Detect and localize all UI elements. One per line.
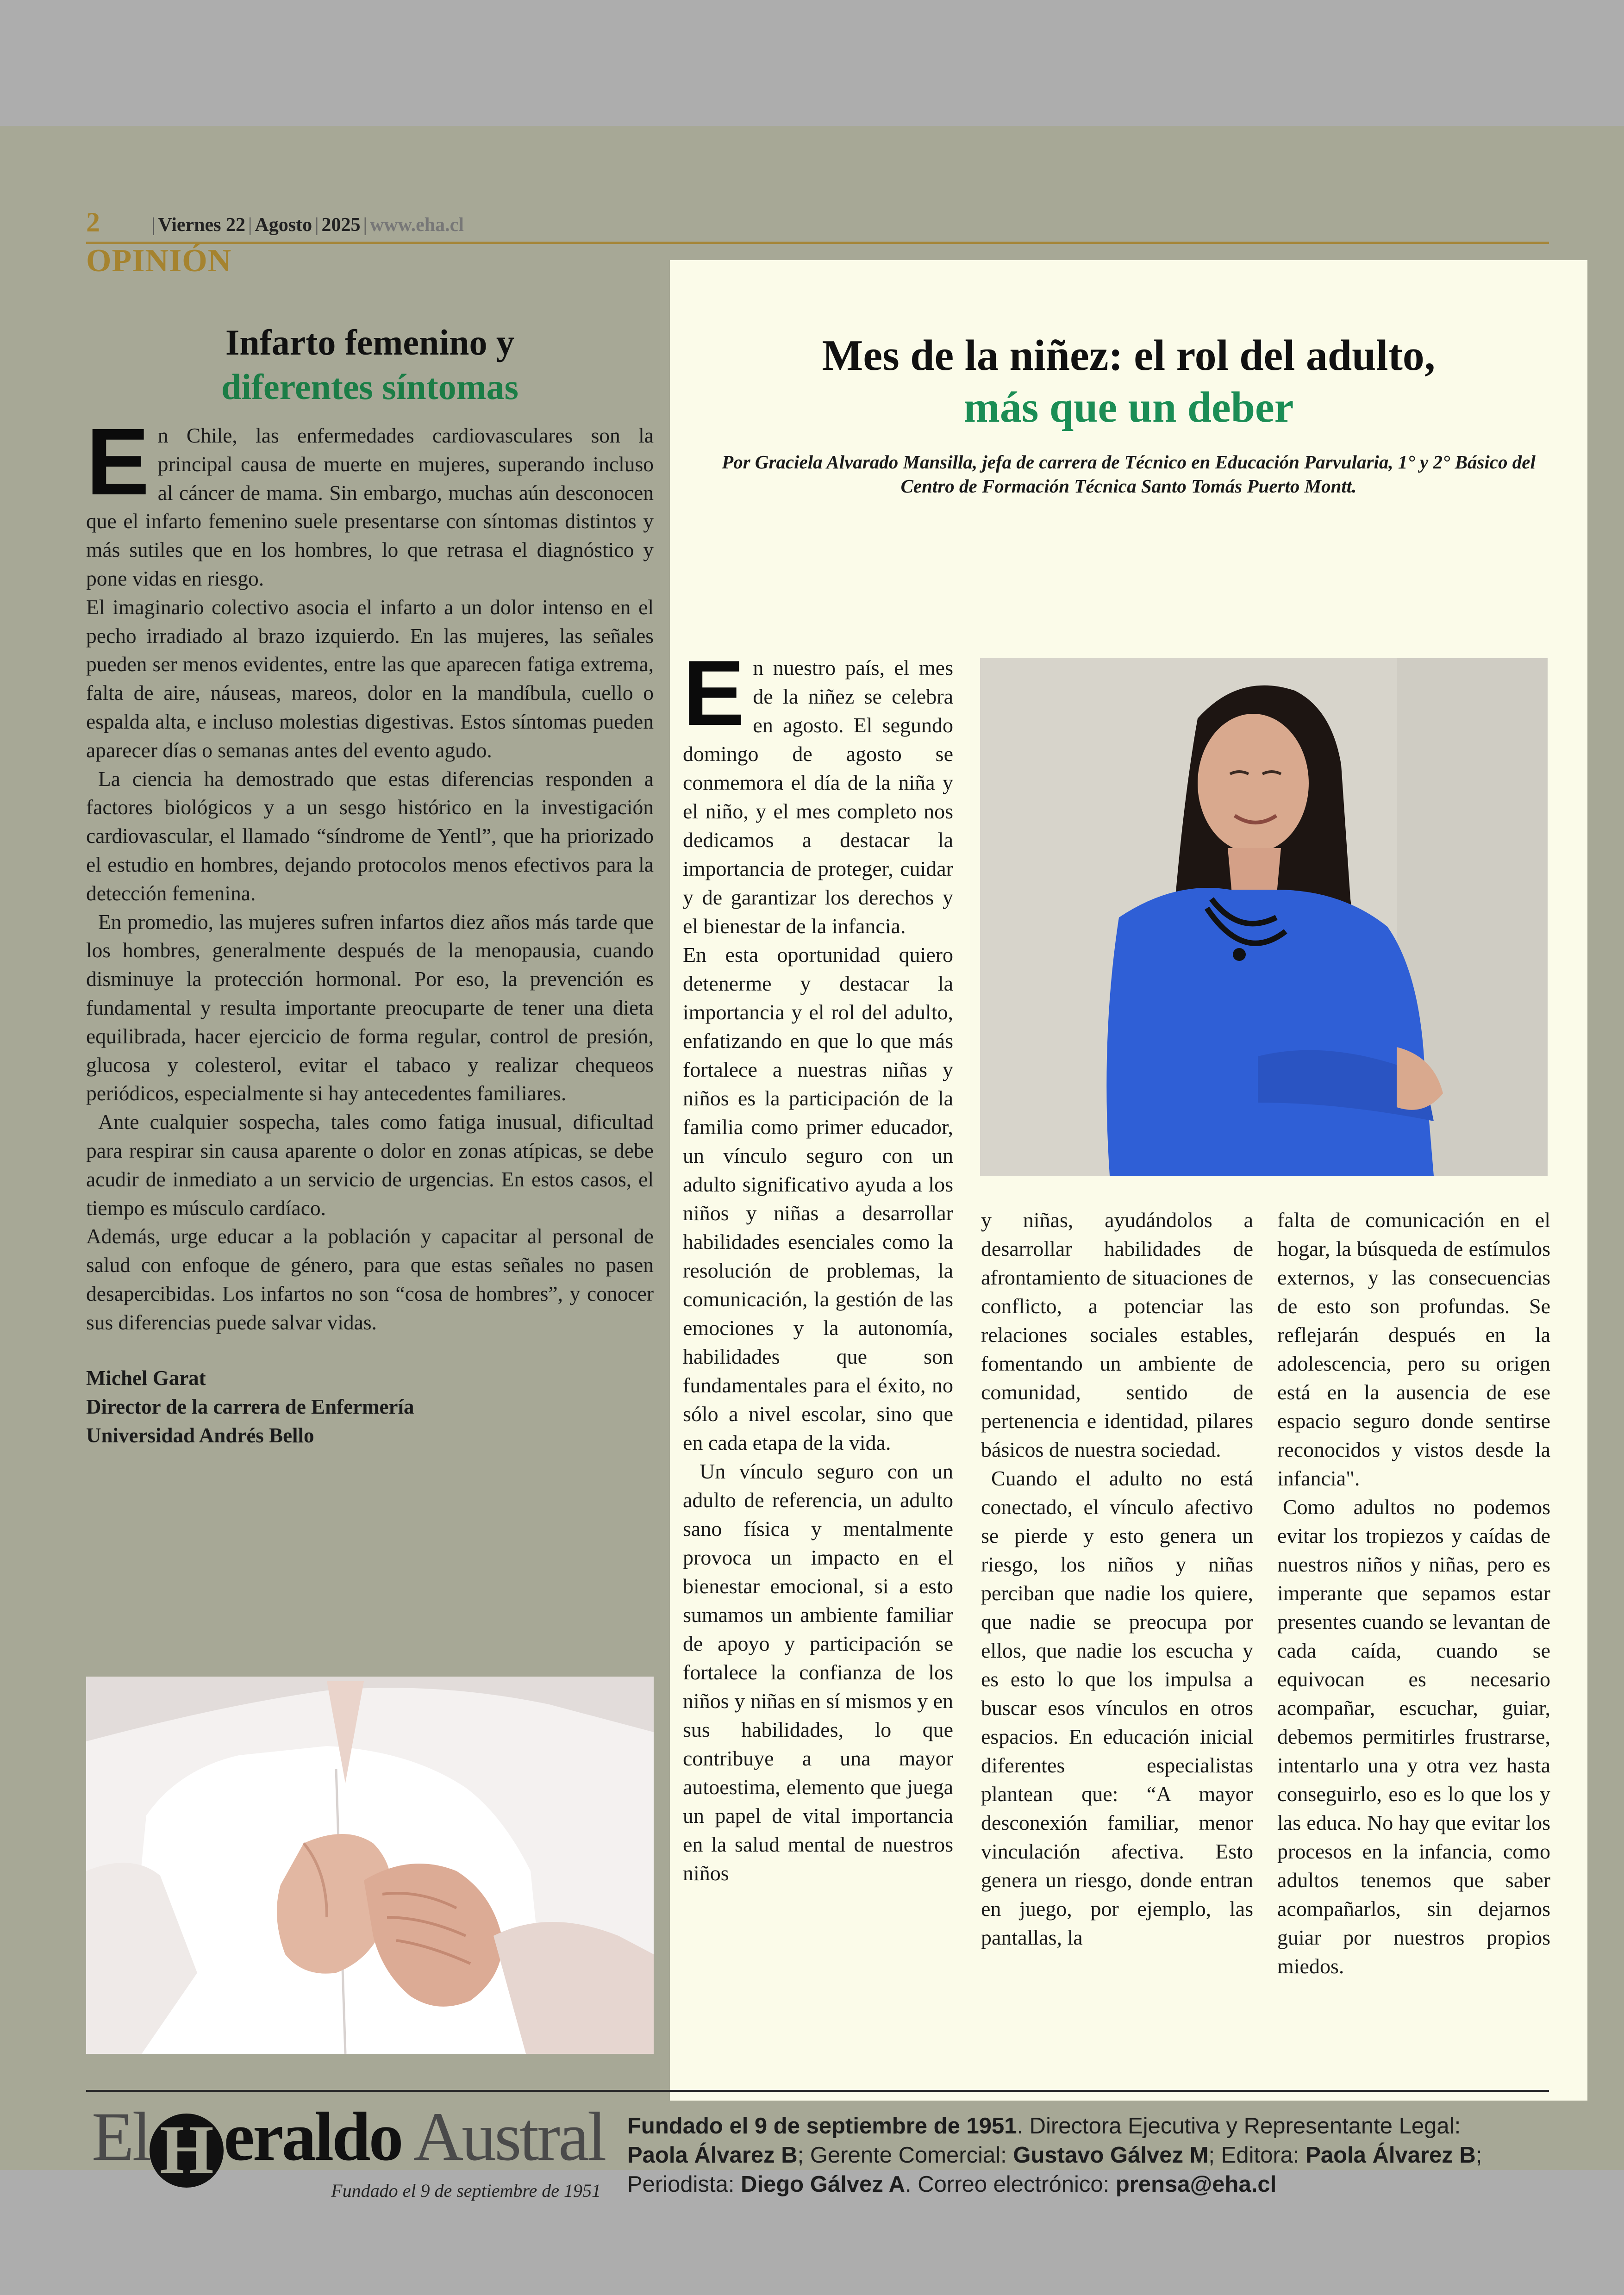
left-paragraph: n Chile, las enfermedades cardiovasculares son la principal causa de muerte en mujeres, superando incluso al cáncer de mama. Sin embargo, muchas aún desconocen que el infarto femenino suele presentarse con síntomas distintos y más sutiles que en los hombres, lo que retrasa el diagnóstico y pone vidas en riesgo. bbox=[86, 424, 654, 590]
right-paragraph: y niñas, ayudándolos a desarrollar habilidades de afrontamiento de situaciones de conflicto, a potenciar las relaciones sociales estables, fomentando un ambiente de comunidad, sentido de pertenencia e identidad, pilares básicos de nuestra sociedad. bbox=[981, 1208, 1253, 1461]
header-website[interactable]: www.eha.cl bbox=[369, 214, 464, 236]
right-column-3 bbox=[1277, 1206, 1550, 1981]
left-paragraph: Ante cualquier sospecha, tales como fatiga inusual, dificultad para respirar sin causa aparente o dolor en zonas atípicas, se debe acudir de inmediato a un servicio de urgencias. En estos casos, el tiempo es músculo cardíaco. bbox=[86, 1110, 654, 1220]
right-column-2 bbox=[981, 1206, 1253, 1952]
right-paragraph: Un vínculo seguro con un adulto de referencia, un adulto sano física y mentalmente provoca un impacto en el bienestar emocional, si a esto sumamos un ambiente familiar de apoyo y participación se fortalece la confianza de los niños y niñas en sí mismos y en sus habilidades, lo que contribuye a una mayor autoestima, elemento que juega un papel de vital importancia en la salud mental de nuestros niños bbox=[683, 1459, 953, 1885]
left-paragraph: En promedio, las mujeres sufren infartos diez años más tarde que los hombres, generalmente después de la menopausia, cuando disminuye la protección hormonal. Por eso, la prevención es fundamental y resulta importante preocuparte de tener una dieta equilibrada, hacer ejercicio de forma regular, control de presión, glucosa y colesterol, evitar el tabaco y realizar chequeos periódicos, especialmente si hay antecedentes familiares. bbox=[86, 910, 654, 1105]
page-number: 2 bbox=[86, 207, 100, 237]
left-paragraph: Además, urge educar a la población y capacitar al personal de salud con enfoque de género, para que estas señales no pasen desapercibidas. Los infartos no son “cosa de hombres”, y conocer sus diferencias puede salvar vidas. bbox=[86, 1224, 654, 1334]
logo-el: El bbox=[92, 2098, 150, 2175]
imprint-editora-end: ; bbox=[1475, 2143, 1482, 2168]
right-paragraph: Como adultos no podemos evitar los tropiezos y caídas de nuestros niños y niñas, pero es imperante que sepamos estar presentes cuando se levantan de cada caída, cuando se equivocan es necesario acompañar, escuchar, guiar, debemos permitirles frustrarse, intentarlo una y otra vez hasta conseguirlo, eso es lo que los y las educa. No hay que evitar los procesos en la infancia, como adultos tenemos que saber acompañarlos, sin dejarnos guiar por nuestros propios miedos. bbox=[1277, 1495, 1550, 1978]
newspaper-page bbox=[0, 126, 1624, 2201]
logo-eraldo: eraldo bbox=[224, 2098, 402, 2175]
chest-pain-photo bbox=[86, 1677, 654, 2054]
featured-article bbox=[670, 260, 1587, 2101]
left-title-line2: diferentes síntomas bbox=[221, 367, 518, 407]
author-org: Universidad Andrés Bello bbox=[86, 1423, 314, 1447]
page-header: 2 | Viernes 22 | Agosto | 2025 | www.eha.cl bbox=[86, 207, 1549, 244]
imprint-editora: Paola Álvarez B bbox=[1305, 2143, 1476, 2168]
right-paragraph: falta de comunicación en el hogar, la búsqueda de estímulos externos, y las consecuencias de esto son profundas. Se reflejarán después en la adolescencia, pero su origen está en la ausencia de ese espacio seguro donde sentirse reconocidos y vistos desde la infancia". bbox=[1277, 1208, 1550, 1490]
right-paragraph: Cuando el adulto no está conectado, el vínculo afectivo se pierde y esto genera un riesgo, los niños y niñas perciban que nadie los quiere, que nadie se preocupa por ellos, que nadie los escucha y es esto lo que los impulsa a buscar esos vínculos en otros espacios. En educación inicial diferentes especialistas plantean que: “A mayor desconexión familiar, menor vinculación afectiva. Esto genera un riesgo, donde entran en juego, por ejemplo, las pantallas, la bbox=[981, 1466, 1253, 1949]
imprint-periodista: Diego Gálvez A bbox=[741, 2172, 906, 2197]
left-article bbox=[86, 320, 654, 1450]
right-paragraph: En esta oportunidad quiero detenerme y destacar la importancia y el rol del adulto, enfatizando en que lo que más fortalece a nuestras niñas y niños es la participación de la familia como primer educador, un vínculo seguro con un adulto significativo ayuda a los niños y niñas a desarrollar habilidades esenciales como la resolución de problemas, la comunicación, la gestión de las emociones y la autonomía, habilidades que son fundamentales para el éxito, no sólo a nivel escolar, sino que en cada etapa de la vida. bbox=[683, 943, 953, 1454]
imprint-periodista-label: Periodista: bbox=[627, 2172, 741, 2197]
section-title: OPINIÓN bbox=[86, 243, 232, 279]
right-column-1 bbox=[683, 642, 953, 1888]
imprint-director-label: . Directora Ejecutiva y Representante Legal: bbox=[1017, 2114, 1461, 2139]
article-byline: Por Graciela Alvarado Mansilla, jefa de carrera de Técnico en Educación Parvularia, 1° y 2° Básico del Centro de Formación Técnica Santo Tomás Puerto Montt. bbox=[722, 451, 1536, 497]
right-title-line2: más que un deber bbox=[963, 383, 1294, 431]
imprint-email-link[interactable]: prensa@eha.cl bbox=[1115, 2172, 1277, 2197]
header-day: Viernes 22 bbox=[158, 214, 245, 236]
left-paragraph: La ciencia ha demostrado que estas diferencias responden a factores biológicos y a un sesgo histórico en la investigación cardiovascular, el llamado “síndrome de Yentl”, que ha priorizado el estudio en hombres, dejando protocolos menos efectivos para la detección femenina. bbox=[86, 767, 654, 905]
imprint-email-label: . Correo electrónico: bbox=[905, 2172, 1116, 2197]
left-title-line1: Infarto femenino y bbox=[225, 322, 514, 362]
author-role: Director de la carrera de Enfermería bbox=[86, 1395, 414, 1418]
header-month: Agosto bbox=[255, 214, 312, 236]
left-article-body bbox=[86, 409, 654, 1337]
left-article-title bbox=[86, 320, 654, 409]
imprint bbox=[627, 2112, 1549, 2199]
footer-divider bbox=[86, 2090, 1549, 2092]
author-portrait-photo bbox=[980, 658, 1548, 1176]
author-name: Michel Garat bbox=[86, 1366, 206, 1390]
right-dropcap: E bbox=[683, 642, 745, 745]
logo-founded: Fundado el 9 de septiembre de 1951 bbox=[331, 2180, 601, 2201]
right-article-title bbox=[670, 330, 1587, 433]
right-paragraph: n nuestro país, el mes de la niñez se celebra en agosto. El segundo domingo de agosto se conmemora el día de la niña y el niño, y el mes completo nos dedicamos a destacar la importancia de proteger, cuidar y de garantizar los derechos y el bienestar de la infancia. bbox=[683, 656, 953, 938]
imprint-founded: Fundado el 9 de septiembre de 1951 bbox=[627, 2114, 1017, 2139]
logo-austral: Austral bbox=[401, 2098, 605, 2175]
author-signature bbox=[86, 1364, 654, 1450]
imprint-editora-label: ; Editora: bbox=[1208, 2143, 1306, 2168]
author-portrait-illustration bbox=[980, 658, 1548, 1176]
left-paragraph: El imaginario colectivo asocia el infarto a un dolor intenso en el pecho irradiado al brazo izquierdo. En las mujeres, las señales pueden ser menos evidentes, entre las que aparecen fatiga extrema, falta de aire, náuseas, mareos, dolor en la mandíbula, cuello o espalda alta, e incluso molestias digestivas. Estos síntomas pueden aparecer días o semanas antes del evento agudo. bbox=[86, 595, 654, 762]
newspaper-logo bbox=[92, 2098, 605, 2204]
imprint-director: Paola Álvarez B bbox=[627, 2143, 798, 2168]
imprint-gerente: Gustavo Gálvez M bbox=[1013, 2143, 1209, 2168]
imprint-gerente-label: ; Gerente Comercial: bbox=[797, 2143, 1013, 2168]
left-dropcap: E bbox=[86, 409, 150, 515]
chest-pain-illustration bbox=[86, 1677, 654, 2054]
header-year: 2025 bbox=[321, 214, 361, 236]
logo-h-emblem: H bbox=[150, 2114, 224, 2188]
right-title-line1: Mes de la niñez: el rol del adulto, bbox=[822, 331, 1436, 380]
